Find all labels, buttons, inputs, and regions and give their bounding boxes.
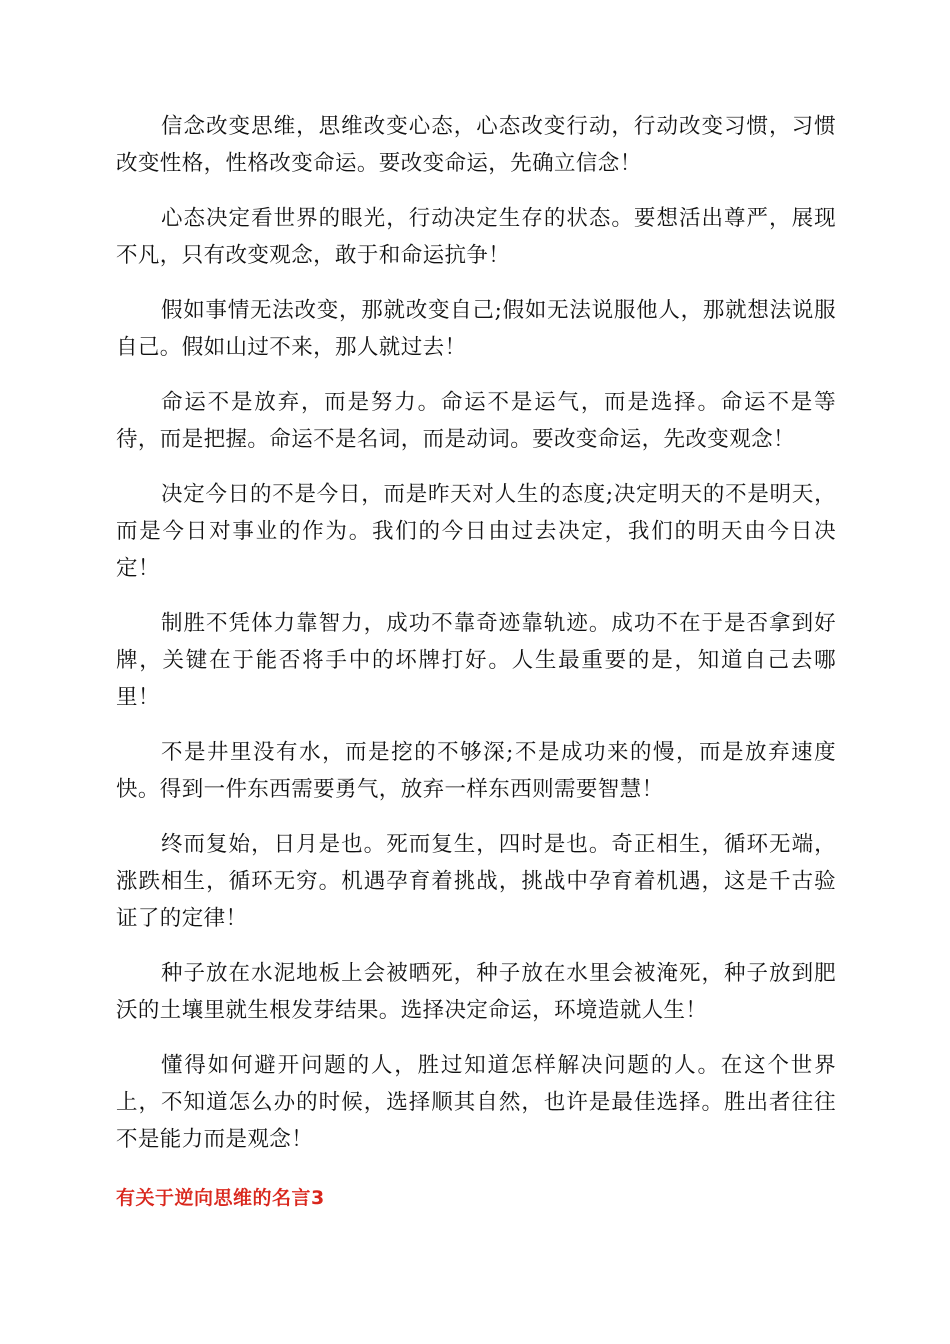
paragraph: 命运不是放弃，而是努力。命运不是运气，而是选择。命运不是等待，而是把握。命运不是名词，而是动词。要改变命运，先改变观念！	[116, 390, 836, 452]
paragraph: 不是井里没有水，而是挖的不够深;不是成功来的慢，而是放弃速度快。得到一件东西需要勇气，放弃一样东西则需要智慧！	[116, 740, 836, 802]
document-body	[116, 108, 836, 1213]
paragraph: 懂得如何避开问题的人，胜过知道怎样解决问题的人。在这个世界上，不知道怎么办的时候，选择顺其自然，也许是最佳选择。胜出者往往不是能力而是观念！	[116, 1053, 836, 1152]
paragraph: 决定今日的不是今日，而是昨天对人生的态度;决定明天的不是明天，而是今日对事业的作为。我们的今日由过去决定，我们的明天由今日决定！	[116, 482, 836, 581]
paragraph: 心态决定看世界的眼光，行动决定生存的状态。要想活出尊严，展现不凡，只有改变观念，敢于和命运抗争！	[116, 206, 836, 268]
paragraph: 种子放在水泥地板上会被晒死，种子放在水里会被淹死，种子放到肥沃的土壤里就生根发芽结果。选择决定命运，环境造就人生！	[116, 961, 836, 1023]
paragraph: 终而复始，日月是也。死而复生，四时是也。奇正相生，循环无端，涨跌相生，循环无穷。机遇孕育着挑战，挑战中孕育着机遇，这是千古验证了的定律！	[116, 832, 836, 931]
paragraph: 信念改变思维，思维改变心态，心态改变行动，行动改变习惯，习惯改变性格，性格改变命运。要改变命运，先确立信念！	[116, 114, 836, 176]
section-heading: 有关于逆向思维的名言3	[116, 1187, 325, 1209]
paragraph: 制胜不凭体力靠智力，成功不靠奇迹靠轨迹。成功不在于是否拿到好牌，关键在于能否将手中的坏牌打好。人生最重要的是，知道自己去哪里！	[116, 611, 836, 710]
paragraph: 假如事情无法改变，那就改变自己;假如无法说服他人，那就想法说服自己。假如山过不来，那人就过去！	[116, 298, 836, 360]
